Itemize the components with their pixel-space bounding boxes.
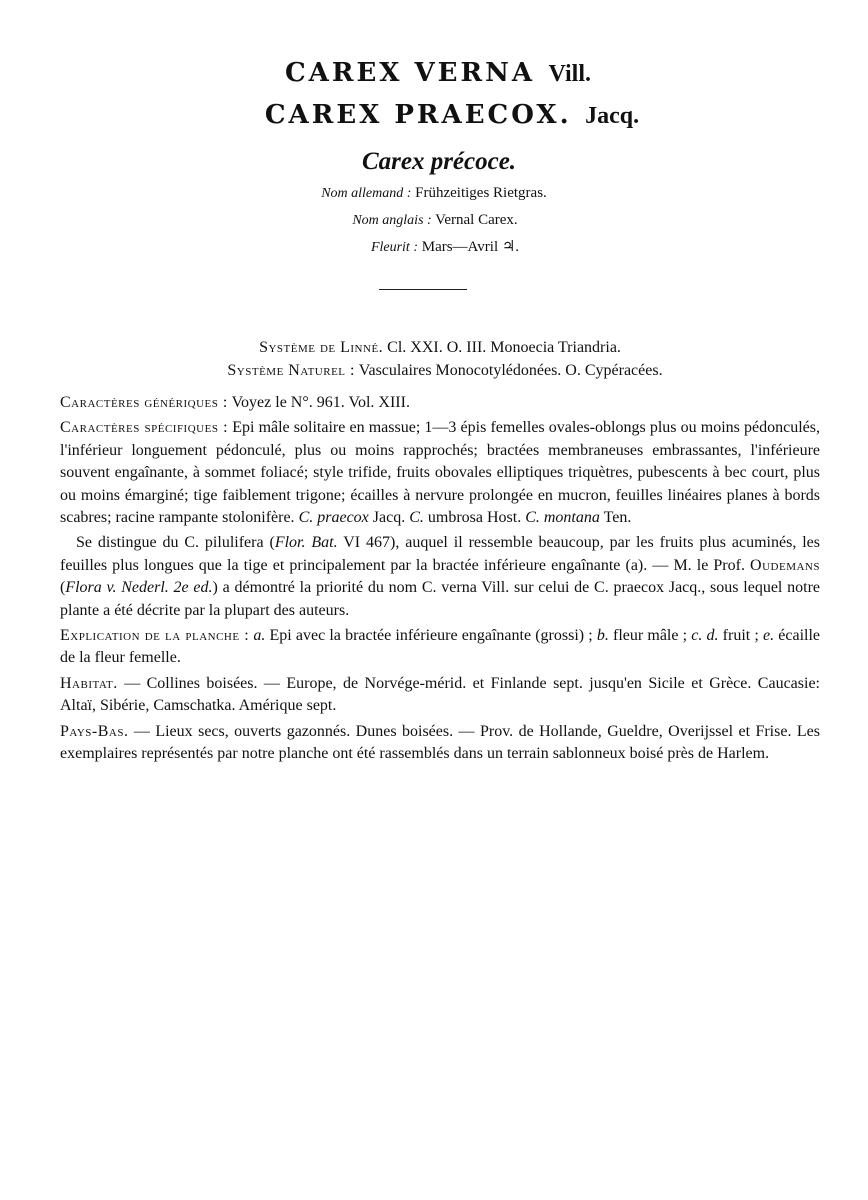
title-block <box>0 52 868 261</box>
fig-e: e. <box>763 627 775 645</box>
fig-cd-text: fruit ; <box>718 627 763 645</box>
species-title-2 <box>0 94 868 136</box>
german-name-label: Nom allemand : <box>321 186 412 201</box>
distinguish-paragraph <box>60 532 820 622</box>
distinguish-part-1: Se distingue du C. pilulifera ( <box>76 534 275 552</box>
synonym-1-author: Jacq. <box>372 509 406 527</box>
flowering-value: Mars—Avril ♃. <box>421 239 520 255</box>
fig-e-text: écaille de la fleur femelle. <box>60 627 821 667</box>
generic-text: Voyez le N°. 961. Vol. XIII. <box>231 394 410 411</box>
linne-value: Cl. XXI. O. III. Monoecia Triandria. <box>387 339 621 356</box>
natural-value: Vasculaires Monocotylédonées. O. Cypéracées. <box>358 362 663 379</box>
natural-system <box>0 362 868 380</box>
synonym-3-author: Ten. <box>603 509 632 527</box>
synonym-2-tail: umbrosa Host. <box>427 509 522 527</box>
generic-characters <box>60 392 820 414</box>
english-name-value: Vernal Carex. <box>435 212 518 228</box>
paysbas-text: — Lieux secs, ouverts gazonnés. Dunes boisées. — Prov. de Hollande, Gueldre, Overijssel et Frise. Les exemplaires représentés par notre planche ont été rassemblés dans un terrain sablonneux boisé près de Harlem. <box>60 722 820 763</box>
vernacular-names <box>0 180 868 261</box>
species-author-1: Vill. <box>548 61 591 87</box>
fig-a-text: Epi avec la bractée inférieure engaînante (grossi) ; <box>265 627 597 645</box>
flowering-label: Fleurit : <box>370 240 418 255</box>
specific-text: Epi mâle solitaire en massue; 1—3 épis femelles ovales-oblongs plus ou moins pédonculés, l'inférieur longuement pédonculé, plus ou moins rapprochés; bractées membraneuses embrassantes, l'inférieure souvent engaînante, à sommet foliacé; style trifide, fruits obovales elliptiques triquètres, pubescents à bec court, plus ou moins émarginé; tige faiblement trigone; écailles à nervure prolongée en mucron, feuilles linéaires planes à bords scabres; racine rampante stolonifère. <box>60 419 821 527</box>
oudemans-name: Oudemans <box>750 556 820 574</box>
fig-cd: c. d. <box>691 627 719 645</box>
paysbas-paragraph <box>60 721 820 766</box>
common-name: Carex précoce. <box>361 148 517 175</box>
distinguish-part-2: VI 467), auquel il ressemble beaucoup, par les fruits plus acuminés, les feuilles plus longues que la tige et principalement par la bractée inférieure engaînante (a). — M. le Prof. <box>60 534 820 574</box>
english-name-label: Nom anglais : <box>352 213 432 228</box>
natural-label: Système Naturel : <box>227 362 355 379</box>
linne-system <box>0 339 868 357</box>
flowering-row <box>0 234 868 261</box>
species-name-2: CAREX PRAECOX. <box>264 100 572 130</box>
fig-a: a. <box>253 627 266 645</box>
synonym-3-name: C. montana <box>525 509 600 527</box>
habitat-paragraph <box>60 673 820 718</box>
paysbas-label: Pays-Bas. <box>60 722 129 740</box>
specific-characters <box>60 417 820 529</box>
habitat-text: — Collines boisées. — Europe, de Norvége-mérid. et Finlande sept. jusqu'en Sicile et Grèce. Caucasie: Altaï, Sibérie, Camschatka. Amérique sept. <box>60 674 820 715</box>
synonym-1-name: C. praecox <box>298 509 369 527</box>
explication-label: Explication de la planche : <box>60 627 250 645</box>
flora-nederl-ref: Flora v. Nederl. 2e ed. <box>65 579 213 597</box>
distinguish-part-3: ( <box>60 579 66 597</box>
species-name-1: CAREX VERNA <box>284 58 536 88</box>
fig-b: b. <box>596 627 609 645</box>
species-title-1 <box>0 52 868 94</box>
habitat-label: Habitat. <box>60 674 118 692</box>
german-name-row <box>0 180 868 207</box>
synonym-2-name: C. <box>409 509 424 527</box>
german-name-value: Frühzeitiges Rietgras. <box>415 185 547 201</box>
plate-explanation <box>60 625 820 670</box>
specific-label: Caractères spécifiques : <box>60 419 229 437</box>
description-body <box>60 392 820 766</box>
section-divider <box>379 289 467 290</box>
distinguish-part-4: ) a démontré la priorité du nom C. verna Vill. sur celui de C. praecox Jacq., sous lequel notre plante a été décrite par la plupart des auteurs. <box>60 579 821 619</box>
flor-bat-ref: Flor. Bat. <box>274 534 338 552</box>
english-name-row <box>0 207 868 234</box>
species-author-2: Jacq. <box>585 103 640 129</box>
linne-label: Système de Linné. <box>259 339 384 356</box>
generic-label: Caractères génériques : <box>60 394 228 411</box>
fig-b-text: fleur mâle ; <box>608 627 692 645</box>
